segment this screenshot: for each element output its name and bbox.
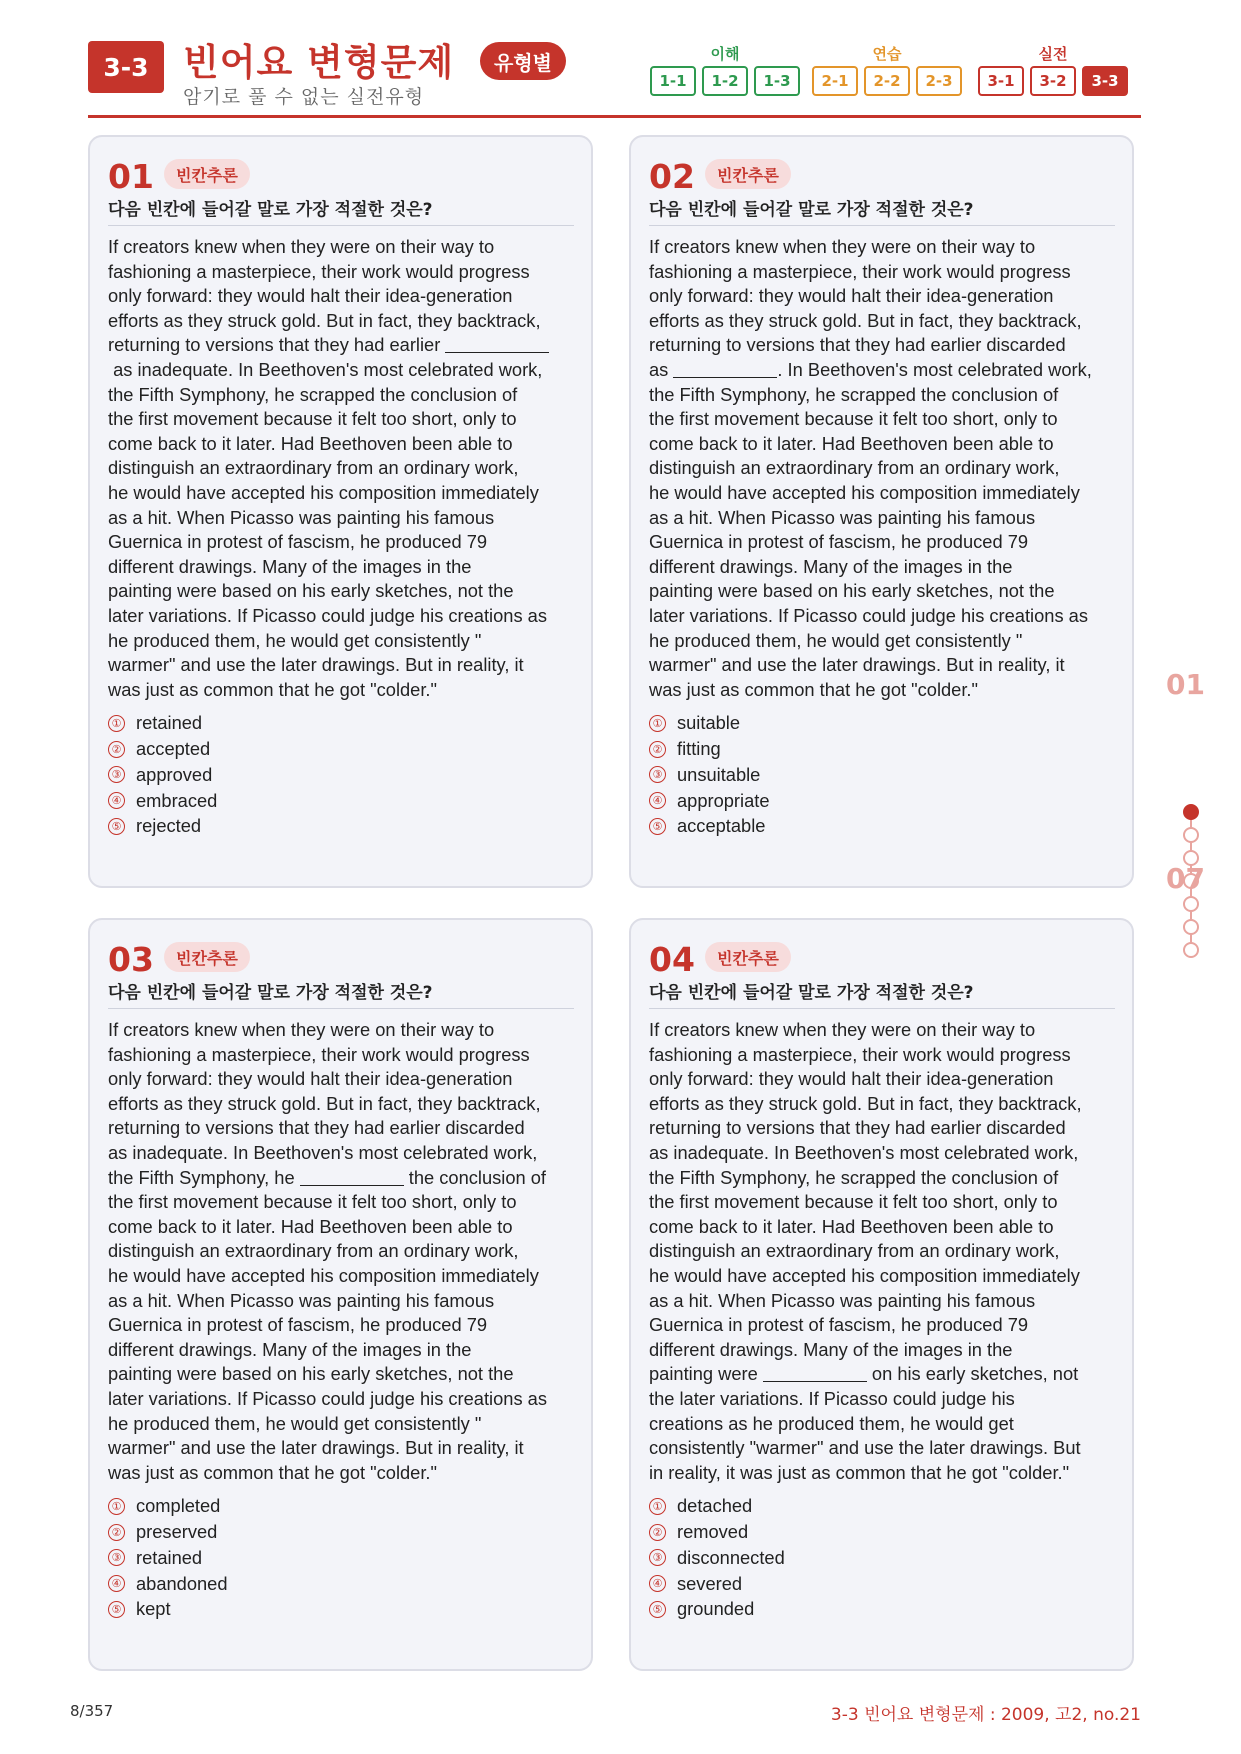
passage — [649, 1018, 1119, 1485]
option-text: unsuitable — [677, 763, 761, 785]
passage-line: returning to versions that they had earlier discarded — [108, 1117, 525, 1139]
answer-options — [649, 710, 1115, 839]
answer-blank — [673, 359, 777, 378]
passage-line: the later variations. If Picasso could judge his — [649, 1387, 1015, 1409]
passage-line: the first movement because it felt too short, only to — [649, 1191, 1058, 1213]
answer-blank — [300, 1167, 404, 1186]
passage — [108, 1018, 578, 1485]
option-text: preserved — [136, 1521, 218, 1543]
passage-line: come back to it later. Had Beethoven been able to — [108, 1215, 513, 1237]
option-number-icon: ② — [108, 741, 125, 758]
question-card — [88, 135, 593, 888]
passage-line: was just as common that he got "colder." — [649, 678, 978, 700]
passage-line: only forward: they would halt their idea-generation — [108, 285, 513, 307]
passage-line: fashioning a masterpiece, their work would progress — [108, 1043, 530, 1065]
passage-line: distinguish an extraordinary from an ordinary work, — [108, 457, 519, 479]
passage-line: as a hit. When Picasso was painting his famous — [108, 1289, 495, 1311]
option-text: fitting — [677, 738, 721, 760]
side-nav-end[interactable]: 07 — [1166, 862, 1205, 895]
answer-option[interactable] — [649, 1545, 1115, 1571]
passage-line: returning to versions that they had earlier discarded — [649, 334, 1066, 356]
passage-line: later variations. If Picasso could judge his creations as — [108, 604, 547, 626]
side-nav-dot[interactable] — [1183, 827, 1199, 843]
option-number-icon: ③ — [649, 1549, 666, 1566]
level-tab[interactable]: 3-2 — [1030, 66, 1076, 96]
passage-line: he would have accepted his composition immediately — [649, 1264, 1080, 1286]
answer-option[interactable] — [108, 1597, 574, 1623]
level-group — [650, 44, 800, 96]
answer-option[interactable] — [108, 1545, 574, 1571]
side-nav-dot[interactable] — [1183, 942, 1199, 958]
answer-option[interactable] — [108, 1493, 574, 1519]
question-card — [629, 918, 1134, 1671]
question-type-tag: 빈칸추론 — [705, 942, 791, 972]
level-tab[interactable]: 1-3 — [754, 66, 800, 96]
option-number-icon: ③ — [649, 766, 666, 783]
passage-line: warmer" and use the later drawings. But in reality, it — [108, 654, 524, 676]
option-number-icon: ① — [649, 1498, 666, 1515]
passage-line: fashioning a masterpiece, their work would progress — [649, 260, 1071, 282]
option-number-icon: ⑤ — [649, 1601, 666, 1618]
level-tab[interactable]: 2-3 — [916, 66, 962, 96]
passage-line: different drawings. Many of the images in the — [108, 555, 472, 577]
option-text: disconnected — [677, 1546, 785, 1568]
level-tab[interactable]: 3-3 — [1082, 66, 1128, 96]
passage — [108, 235, 578, 702]
answer-option[interactable] — [108, 814, 574, 840]
answer-option[interactable] — [649, 1493, 1115, 1519]
answer-options — [108, 1493, 574, 1622]
passage-line: as a hit. When Picasso was painting his famous — [649, 1289, 1036, 1311]
passage-line: he produced them, he would get consistently " — [108, 629, 482, 651]
passage — [649, 235, 1119, 702]
option-text: appropriate — [677, 789, 770, 811]
answer-option[interactable] — [649, 736, 1115, 762]
footer-source: 3-3 빈어요 변형문제 : 2009, 고2, no.21 — [830, 1705, 1141, 1725]
header-divider — [88, 115, 1141, 118]
section-badge: 3-3 — [88, 41, 164, 93]
option-text: abandoned — [136, 1572, 228, 1594]
passage-line: consistently "warmer" and use the later drawings. But — [649, 1437, 1081, 1459]
type-pill: 유형별 — [480, 42, 566, 80]
passage-line: fashioning a masterpiece, their work would progress — [649, 1043, 1071, 1065]
passage-line: If creators knew when they were on their way to — [108, 1019, 495, 1040]
passage-line: come back to it later. Had Beethoven been able to — [108, 432, 513, 454]
passage-line: the Fifth Symphony, he scrapped the conclusion of — [649, 1166, 1059, 1188]
question-type-tag: 빈칸추론 — [164, 942, 250, 972]
question-prompt: 다음 빈칸에 들어갈 말로 가장 적절한 것은? — [649, 195, 1115, 226]
option-number-icon: ① — [108, 715, 125, 732]
question-type-tag: 빈칸추론 — [164, 159, 250, 189]
option-number-icon: ② — [108, 1524, 125, 1541]
level-tab[interactable]: 1-1 — [650, 66, 696, 96]
option-text: grounded — [677, 1598, 755, 1620]
passage-line: Guernica in protest of fascism, he produced 79 — [649, 1314, 1029, 1336]
question-prompt: 다음 빈칸에 들어갈 말로 가장 적절한 것은? — [108, 978, 574, 1009]
option-number-icon: ③ — [108, 1549, 125, 1566]
passage-line: distinguish an extraordinary from an ordinary work, — [649, 457, 1060, 479]
passage-line: he would have accepted his composition immediately — [108, 481, 539, 503]
option-text: retained — [136, 712, 203, 734]
passage-line: different drawings. Many of the images in the — [108, 1338, 472, 1360]
answer-blank — [445, 334, 549, 353]
passage-line: painting were based on his early sketches, not the — [108, 1363, 514, 1385]
answer-option[interactable] — [649, 788, 1115, 814]
passage-line: he would have accepted his composition immediately — [108, 1264, 539, 1286]
option-text: suitable — [677, 712, 741, 734]
option-number-icon: ⑤ — [649, 818, 666, 835]
page-number: 8/357 — [70, 1702, 114, 1720]
option-number-icon: ② — [649, 741, 666, 758]
passage-line: efforts as they struck gold. But in fact, they backtrack, — [108, 309, 541, 331]
passage-line: the Fifth Symphony, he scrapped the conclusion of — [649, 383, 1059, 405]
option-number-icon: ⑤ — [108, 1601, 125, 1618]
passage-line: as a hit. When Picasso was painting his famous — [649, 506, 1036, 528]
answer-blank — [763, 1363, 867, 1382]
answer-options — [108, 710, 574, 839]
page-subtitle: 암기로 풀 수 없는 실전유형 — [183, 86, 425, 108]
side-nav-start[interactable]: 01 — [1166, 668, 1205, 701]
passage-line: as a hit. When Picasso was painting his famous — [108, 506, 495, 528]
passage-line: If creators knew when they were on their way to — [649, 1019, 1036, 1040]
question-number: 03 — [108, 940, 154, 979]
option-number-icon: ③ — [108, 766, 125, 783]
passage-line: come back to it later. Had Beethoven been able to — [649, 1215, 1054, 1237]
passage-line: painting were on his early sketches, not — [649, 1363, 1079, 1385]
passage-line: only forward: they would halt their idea-generation — [649, 285, 1054, 307]
option-text: severed — [677, 1572, 743, 1594]
passage-line: efforts as they struck gold. But in fact, they backtrack, — [649, 1092, 1082, 1114]
option-number-icon: ① — [108, 1498, 125, 1515]
level-tab[interactable]: 2-1 — [812, 66, 858, 96]
option-number-icon: ④ — [649, 792, 666, 809]
option-text: completed — [136, 1495, 221, 1517]
level-tab[interactable]: 3-1 — [978, 66, 1024, 96]
option-text: removed — [677, 1521, 749, 1543]
passage-line: creations as he produced them, he would get — [649, 1412, 1014, 1434]
level-boxes — [812, 66, 962, 96]
passage-line: Guernica in protest of fascism, he produced 79 — [649, 531, 1029, 553]
option-number-icon: ① — [649, 715, 666, 732]
option-number-icon: ④ — [649, 1575, 666, 1592]
answer-option[interactable] — [108, 1571, 574, 1597]
option-text: retained — [136, 1546, 203, 1568]
level-group — [812, 44, 962, 96]
passage-line: as . In Beethoven's most celebrated work, — [649, 358, 1092, 380]
question-number: 02 — [649, 157, 695, 196]
option-number-icon: ② — [649, 1524, 666, 1541]
passage-line: later variations. If Picasso could judge his creations as — [649, 604, 1088, 626]
level-label: 이해 — [710, 45, 740, 63]
passage-line: distinguish an extraordinary from an ordinary work, — [649, 1240, 1060, 1262]
answer-option[interactable] — [649, 762, 1115, 788]
passage-line: later variations. If Picasso could judge his creations as — [108, 1387, 547, 1409]
answer-option[interactable] — [649, 1571, 1115, 1597]
answer-option[interactable] — [649, 1519, 1115, 1545]
passage-line: different drawings. Many of the images in the — [649, 555, 1013, 577]
level-boxes — [650, 66, 800, 96]
answer-option[interactable] — [108, 762, 574, 788]
answer-option[interactable] — [649, 1597, 1115, 1623]
option-number-icon: ⑤ — [108, 818, 125, 835]
page-title: 빈어요 변형문제 — [183, 41, 455, 84]
option-text: accepted — [136, 738, 211, 760]
answer-option[interactable] — [108, 1519, 574, 1545]
answer-option[interactable] — [108, 710, 574, 736]
level-tab[interactable]: 2-2 — [864, 66, 910, 96]
answer-option[interactable] — [108, 736, 574, 762]
passage-line: efforts as they struck gold. But in fact, they backtrack, — [108, 1092, 541, 1114]
question-number: 01 — [108, 157, 154, 196]
passage-line: as inadequate. In Beethoven's most celebrated work, — [649, 1141, 1079, 1163]
question-type-tag: 빈칸추론 — [705, 159, 791, 189]
option-number-icon: ④ — [108, 1575, 125, 1592]
passage-line: the first movement because it felt too short, only to — [108, 1191, 517, 1213]
answer-option[interactable] — [649, 710, 1115, 736]
answer-option[interactable] — [108, 788, 574, 814]
passage-line: the first movement because it felt too short, only to — [649, 408, 1058, 430]
passage-line: come back to it later. Had Beethoven been able to — [649, 432, 1054, 454]
passage-line: efforts as they struck gold. But in fact, they backtrack, — [649, 309, 1082, 331]
passage-line: was just as common that he got "colder." — [108, 1461, 437, 1483]
passage-line: the first movement because it felt too short, only to — [108, 408, 517, 430]
option-text: detached — [677, 1495, 753, 1517]
passage-line: different drawings. Many of the images in the — [649, 1338, 1013, 1360]
passage-line: warmer" and use the later drawings. But in reality, it — [649, 654, 1065, 676]
passage-line: the Fifth Symphony, he the conclusion of — [108, 1166, 546, 1188]
passage-line: If creators knew when they were on their way to — [108, 236, 495, 257]
level-boxes — [978, 66, 1128, 96]
passage-line: warmer" and use the later drawings. But in reality, it — [108, 1437, 524, 1459]
passage-line: returning to versions that they had earlier — [108, 333, 578, 358]
level-label: 연습 — [872, 45, 902, 63]
question-card — [629, 135, 1134, 888]
passage-line: distinguish an extraordinary from an ordinary work, — [108, 1240, 519, 1262]
passage-line: he produced them, he would get consistently " — [649, 629, 1023, 651]
level-group — [978, 44, 1128, 96]
option-text: rejected — [136, 815, 202, 837]
passage-line: Guernica in protest of fascism, he produced 79 — [108, 531, 488, 553]
passage-line: the Fifth Symphony, he scrapped the conclusion of — [108, 383, 518, 405]
passage-line: as inadequate. In Beethoven's most celebrated work, — [108, 1141, 538, 1163]
level-label: 실전 — [1038, 45, 1068, 63]
question-number: 04 — [649, 940, 695, 979]
passage-line: as inadequate. In Beethoven's most celebrated work, — [108, 358, 543, 380]
passage-line: painting were based on his early sketches, not the — [649, 580, 1055, 602]
passage-line: he produced them, he would get consistently " — [108, 1412, 482, 1434]
question-prompt: 다음 빈칸에 들어갈 말로 가장 적절한 것은? — [108, 195, 574, 226]
passage-line: was just as common that he got "colder." — [108, 678, 437, 700]
side-nav-dot[interactable] — [1183, 896, 1199, 912]
side-nav-dot[interactable] — [1183, 804, 1199, 820]
passage-line: painting were based on his early sketches, not the — [108, 580, 514, 602]
passage-line: only forward: they would halt their idea-generation — [108, 1068, 513, 1090]
passage-line: he would have accepted his composition immediately — [649, 481, 1080, 503]
option-text: acceptable — [677, 815, 766, 837]
passage-line: only forward: they would halt their idea-generation — [649, 1068, 1054, 1090]
option-number-icon: ④ — [108, 792, 125, 809]
passage-line: fashioning a masterpiece, their work would progress — [108, 260, 530, 282]
passage-line: returning to versions that they had earlier discarded — [649, 1117, 1066, 1139]
question-prompt: 다음 빈칸에 들어갈 말로 가장 적절한 것은? — [649, 978, 1115, 1009]
passage-line: If creators knew when they were on their way to — [649, 236, 1036, 257]
passage-line: Guernica in protest of fascism, he produced 79 — [108, 1314, 488, 1336]
passage-line: in reality, it was just as common that he got "colder." — [649, 1461, 1070, 1483]
option-text: approved — [136, 763, 213, 785]
option-text: kept — [136, 1598, 171, 1620]
option-text: embraced — [136, 789, 218, 811]
answer-options — [649, 1493, 1115, 1622]
side-nav-dot[interactable] — [1183, 919, 1199, 935]
question-card — [88, 918, 593, 1671]
answer-option[interactable] — [649, 814, 1115, 840]
level-tab[interactable]: 1-2 — [702, 66, 748, 96]
